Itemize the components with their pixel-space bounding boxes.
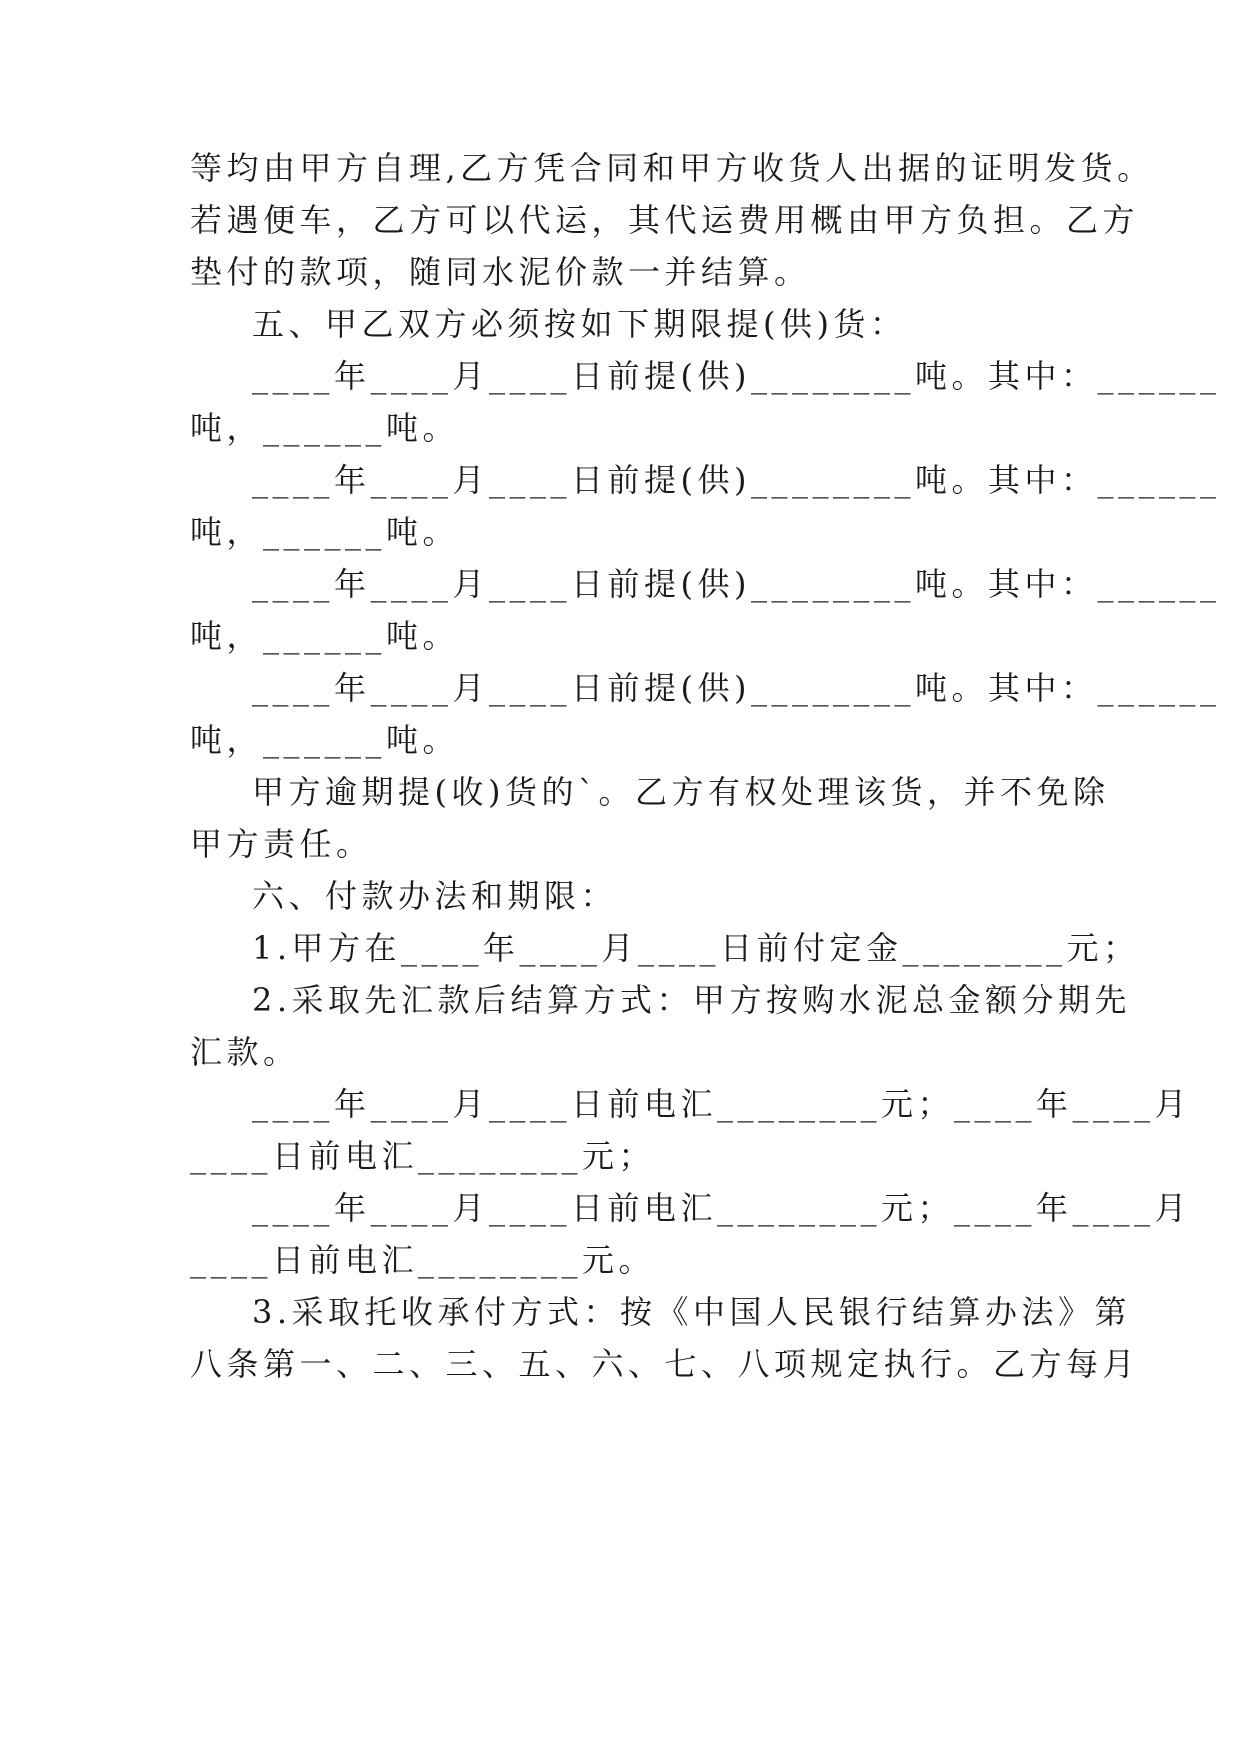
text-line: 八条第一、二、三、五、六、七、八项规定执行。乙方每月 [190, 1345, 1140, 1383]
text-line: 甲方逾期提(收)货的`。乙方有权处理该货，并不免除 [252, 773, 1110, 811]
text-line: 若遇便车，乙方可以代运，其代运费用概由甲方负担。乙方 [190, 201, 1140, 239]
text-line: 吨，______吨。 [190, 617, 460, 655]
text-line: 1.甲方在____年____月____日前付定金________元； [252, 929, 1140, 967]
text-line: ____年____月____日前电汇________元；____年____月 [252, 1085, 1192, 1123]
text-line: ____年____月____日前电汇________元；____年____月 [252, 1189, 1192, 1227]
text-line: 吨，______吨。 [190, 513, 460, 551]
text-line: ____年____月____日前提(供)________吨。其中：______ [252, 669, 1221, 707]
text-line: 五、甲乙双方必须按如下期限提(供)货： [252, 305, 907, 343]
text-line: 垫付的款项，随同水泥价款一并结算。 [190, 253, 811, 291]
text-line: ____日前电汇________元； [190, 1137, 656, 1175]
text-line: ____年____月____日前提(供)________吨。其中：______ [252, 357, 1221, 395]
text-line: ____日前电汇________元。 [190, 1241, 656, 1279]
text-line: 3.采取托收承付方式：按《中国人民银行结算办法》第 [252, 1293, 1132, 1331]
text-line: 吨，______吨。 [190, 409, 460, 447]
text-line: ____年____月____日前提(供)________吨。其中：______ [252, 461, 1221, 499]
text-line: 2.采取先汇款后结算方式：甲方按购水泥总金额分期先 [252, 981, 1132, 1019]
text-line: 等均由甲方自理,乙方凭合同和甲方收货人出据的证明发货。 [190, 149, 1154, 187]
text-line: 甲方责任。 [190, 825, 373, 863]
text-line: ____年____月____日前提(供)________吨。其中：______ [252, 565, 1221, 603]
text-line: 六、付款办法和期限： [252, 877, 618, 915]
text-line: 吨，______吨。 [190, 721, 460, 759]
text-line: 汇款。 [190, 1033, 300, 1071]
